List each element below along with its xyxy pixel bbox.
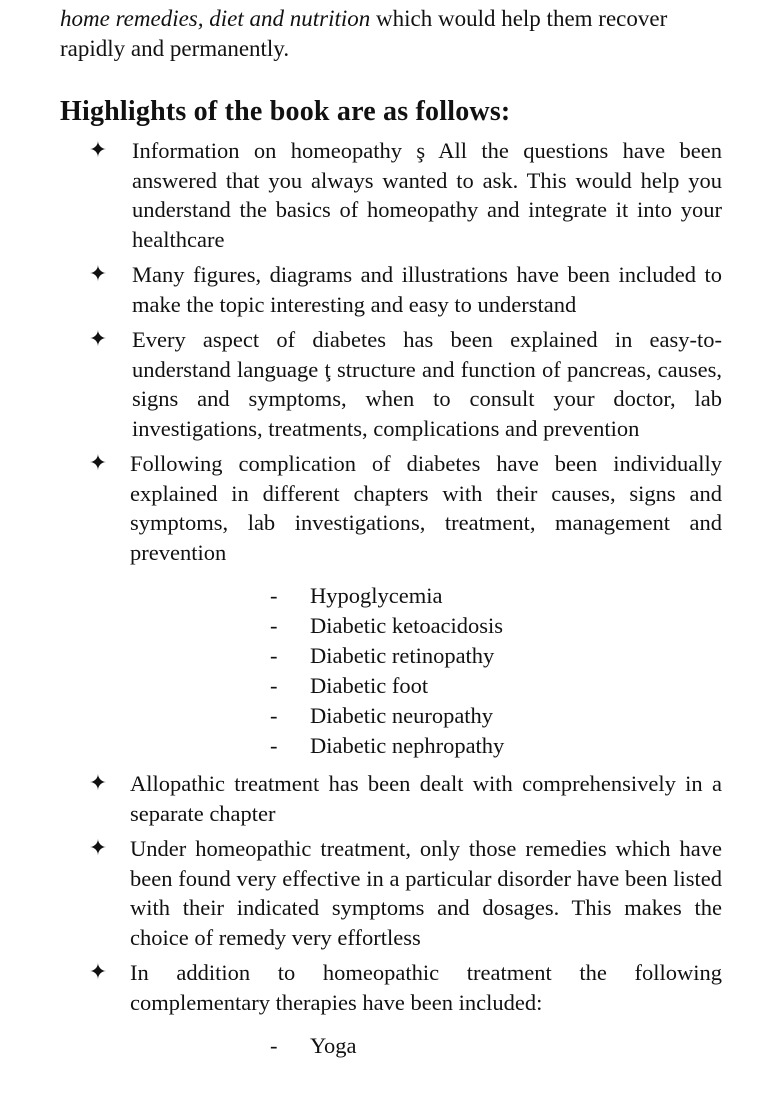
list-item-text: Many figures, diagrams and illustrations have been included to make the topic interesting and easy to understand [132, 262, 722, 317]
list-item-text: Information on homeopathy ş All the questions have been answered that you always wanted to ask. This would help you understand the basics of homeopathy and integrate it into your healthcare [132, 138, 722, 252]
sublist-item-text: Hypoglycemia [310, 583, 443, 608]
complications-sublist [130, 581, 722, 761]
dash-bullet-icon: - [270, 733, 278, 758]
sublist-item-text: Diabetic foot [310, 673, 429, 698]
highlights-list [0, 136, 780, 1069]
sublist-item [130, 1031, 722, 1061]
sublist-item-text: Yoga [310, 1033, 357, 1058]
list-item-text: Every aspect of diabetes has been explained in easy-to-understand language ţ structure and function of pancreas, causes, signs and symptoms, when to consult your doctor, lab investigations, treatments, complications and prevention [132, 327, 722, 441]
star-bullet-icon: ✦ [88, 262, 108, 287]
sublist-item [130, 671, 722, 701]
sublist-item [130, 731, 722, 761]
star-bullet-icon: ✦ [88, 327, 108, 352]
therapies-sublist [130, 1031, 722, 1061]
intro-text-line1: which would help them recover [370, 6, 668, 31]
list-item [0, 449, 722, 761]
dash-bullet-icon: - [270, 673, 278, 698]
star-bullet-icon: ✦ [88, 138, 108, 163]
list-item [0, 325, 722, 443]
intro-text-line2: rapidly and permanently. [60, 36, 290, 61]
list-item-text: Under homeopathic treatment, only those remedies which have been found very effective in a particular disorder have been listed with their indicated symptoms and dosages. This makes the choice of remedy very effortless [130, 836, 722, 950]
sublist-item-text: Diabetic nephropathy [310, 733, 505, 758]
sublist-item-text: Diabetic neuropathy [310, 703, 494, 728]
sublist-item [130, 701, 722, 731]
sublist-item-text: Diabetic retinopathy [310, 643, 495, 668]
list-item-text: Following complication of diabetes have been individually explained in different chapters with their causes, signs and symptoms, lab investigations, treatment, management and prevention [130, 451, 722, 565]
sublist-item [130, 611, 722, 641]
intro-italic-text: home remedies, diet and nutrition [60, 6, 371, 31]
dash-bullet-icon: - [270, 613, 278, 638]
list-item-text: Allopathic treatment has been dealt with comprehensively in a separate chapter [130, 771, 722, 826]
star-bullet-icon: ✦ [88, 451, 108, 476]
list-item [0, 136, 722, 254]
list-item [0, 260, 722, 319]
list-item-text: In addition to homeopathic treatment the following complementary therapies have been included: [130, 960, 722, 1015]
dash-bullet-icon: - [270, 1033, 278, 1058]
section-heading: Highlights of the book are as follows: [60, 96, 511, 127]
dash-bullet-icon: - [270, 583, 278, 608]
sublist-item [130, 641, 722, 671]
star-bullet-icon: ✦ [88, 771, 108, 796]
dash-bullet-icon: - [270, 703, 278, 728]
sublist-item [130, 581, 722, 611]
list-item [0, 958, 722, 1061]
intro-paragraph [60, 4, 722, 64]
sublist-item-text: Diabetic ketoacidosis [310, 613, 504, 638]
star-bullet-icon: ✦ [88, 836, 108, 861]
star-bullet-icon: ✦ [88, 960, 108, 985]
list-item [0, 769, 722, 828]
dash-bullet-icon: - [270, 643, 278, 668]
list-item [0, 834, 722, 952]
